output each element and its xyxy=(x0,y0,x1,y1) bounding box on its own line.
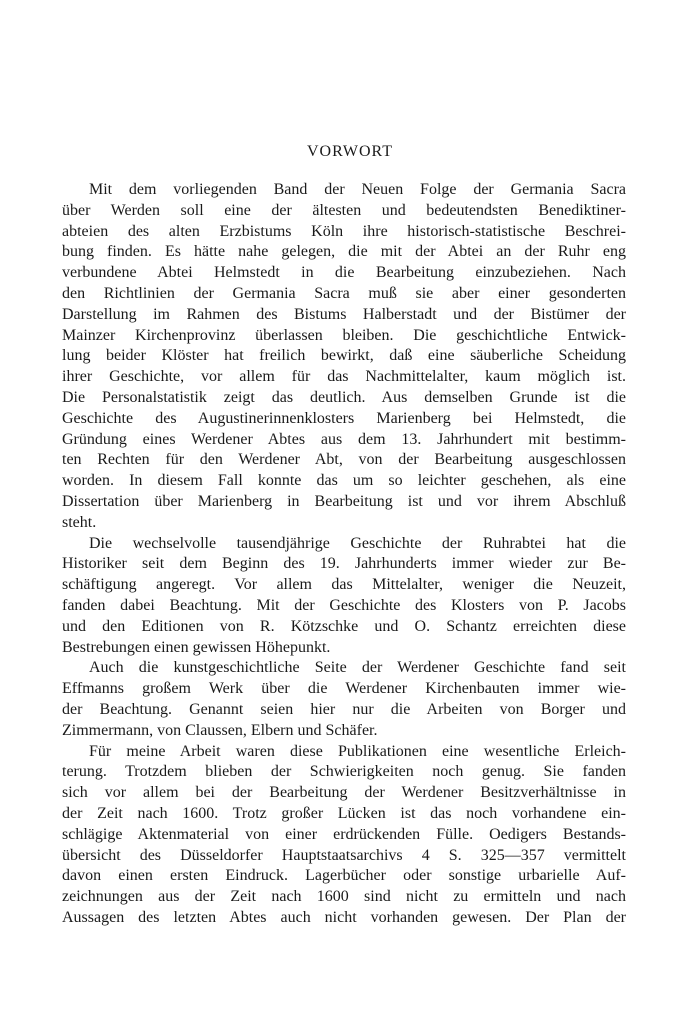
body-text xyxy=(62,180,626,929)
text-line: ihrer Geschichte, vor allem für das Nachmittelalter, kaum möglich ist. xyxy=(62,368,626,386)
text-line: schlägige Aktenmaterial von einer erdrückenden Fülle. Oedigers Bestands- xyxy=(62,825,626,843)
text-line: Geschichte des Augustinerinnenklosters Marienberg bei Helmstedt, die xyxy=(62,409,626,427)
text-line: und den Editionen von R. Kötzschke und O. Schantz erreichten diese xyxy=(62,617,626,635)
text-line: über Werden soll eine der ältesten und bedeutendsten Benediktiner- xyxy=(62,201,626,219)
text-line: abteien des alten Erzbistums Köln ihre historisch-statistische Beschrei- xyxy=(62,222,626,240)
text-line: Historiker seit dem Beginn des 19. Jahrhunderts immer wieder zur Be- xyxy=(62,555,626,573)
text-line: schäftigung angeregt. Vor allem das Mittelalter, weniger die Neuzeit, xyxy=(62,576,626,594)
text-line: steht. xyxy=(62,513,97,531)
text-line: Effmanns großem Werk über die Werdener Kirchenbauten immer wie- xyxy=(62,680,626,698)
text-line: fanden dabei Beachtung. Mit der Geschichte des Klosters von P. Jacobs xyxy=(62,596,626,614)
text-line: Aussagen des letzten Abtes auch nicht vorhanden gewesen. Der Plan der xyxy=(62,908,626,926)
text-line: der Zeit nach 1600. Trotz großer Lücken ist das noch vorhandene ein- xyxy=(62,804,626,822)
text-line: zeichnungen aus der Zeit nach 1600 sind nicht zu ermitteln und nach xyxy=(62,888,626,906)
text-line: Die wechselvolle tausendjährige Geschichte der Ruhrabtei hat die xyxy=(89,534,626,552)
text-line: Mainzer Kirchenprovinz überlassen bleiben. Die geschichtliche Entwick- xyxy=(62,326,626,344)
text-line: übersicht des Düsseldorfer Hauptstaatsarchivs 4 S. 325—357 vermittelt xyxy=(62,846,626,864)
text-line: Auch die kunstgeschichtliche Seite der Werdener Geschichte fand seit xyxy=(89,659,626,677)
text-line: verbundene Abtei Helmstedt in die Bearbeitung einzubeziehen. Nach xyxy=(62,264,626,282)
text-line: Bestrebungen einen gewissen Höhepunkt. xyxy=(62,638,331,656)
text-line: Gründung eines Werdener Abtes aus dem 13. Jahrhundert mit bestimm- xyxy=(62,430,626,448)
text-line: den Richtlinien der Germania Sacra muß sie aber einer gesonderten xyxy=(62,284,626,302)
page-title: VORWORT xyxy=(306,143,394,160)
text-line: Darstellung im Rahmen des Bistums Halberstadt und der Bistümer der xyxy=(62,305,626,323)
text-line: Für meine Arbeit waren diese Publikationen eine wesentliche Erleich- xyxy=(89,742,626,760)
text-line: davon einen ersten Eindruck. Lagerbücher oder sonstige urbarielle Auf- xyxy=(62,867,626,885)
text-line: Zimmermann, von Claussen, Elbern und Schäfer. xyxy=(62,721,378,739)
text-line: terung. Trotzdem blieben der Schwierigkeiten noch genug. Sie fanden xyxy=(62,763,626,781)
text-line: worden. In diesem Fall konnte das um so leichter geschehen, als eine xyxy=(62,472,626,490)
text-line: sich vor allem bei der Bearbeitung der Werdener Besitzverhältnisse in xyxy=(62,784,626,802)
text-line: Dissertation über Marienberg in Bearbeitung ist und vor ihrem Abschluß xyxy=(62,492,626,510)
text-line: Mit dem vorliegenden Band der Neuen Folge der Germania Sacra xyxy=(89,181,626,198)
text-line: Die Personalstatistik zeigt das deutlich. Aus demselben Grunde ist die xyxy=(62,388,626,406)
text-line: lung beider Klöster hat freilich bewirkt, daß eine säuberliche Scheidung xyxy=(62,347,626,365)
text-line: der Beachtung. Genannt seien hier nur die Arbeiten von Borger und xyxy=(62,700,626,718)
text-line: bung finden. Es hätte nahe gelegen, die mit der Abtei an der Ruhr eng xyxy=(62,243,626,261)
text-line: ten Rechten für den Werdener Abt, von der Bearbeitung ausgeschlossen xyxy=(62,451,626,469)
